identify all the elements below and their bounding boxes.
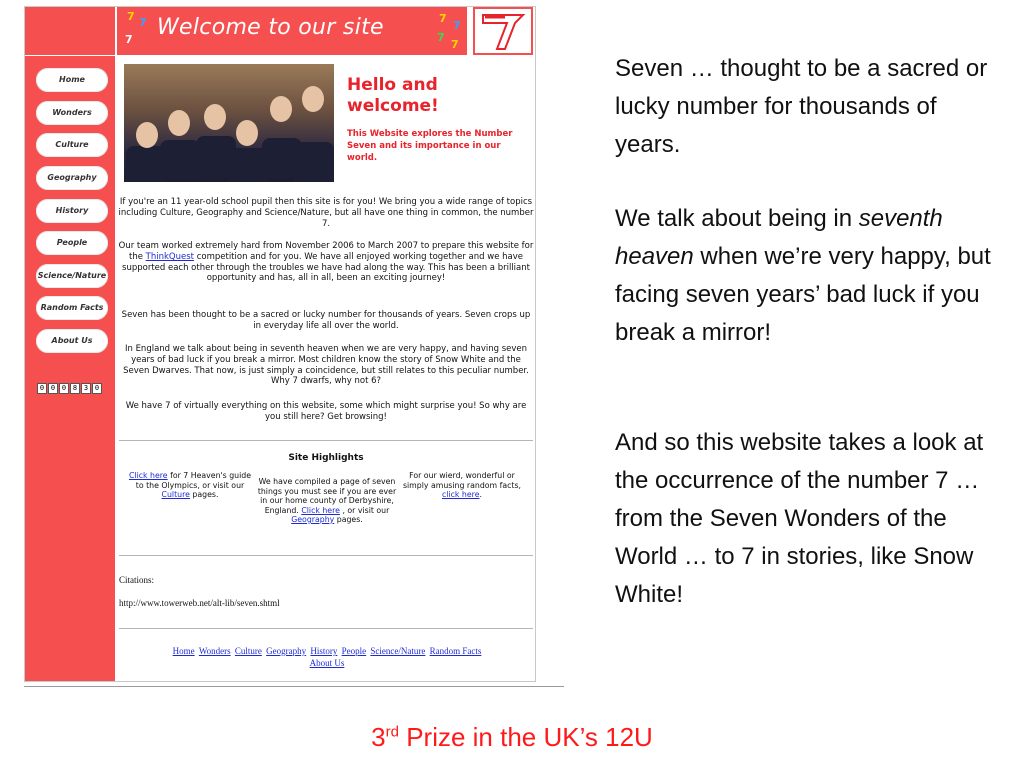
divider xyxy=(119,555,533,556)
photo-figure xyxy=(160,140,200,180)
nav-home[interactable]: Home xyxy=(36,68,108,92)
counter-digit: 0 xyxy=(48,383,58,394)
footer-link-home[interactable]: Home xyxy=(172,646,195,656)
counter-digit: 0 xyxy=(59,383,69,394)
citations-label: Citations: xyxy=(119,575,155,585)
divider xyxy=(119,628,533,629)
nav-people[interactable]: People xyxy=(36,231,108,255)
nav-about-us[interactable]: About Us xyxy=(36,329,108,353)
olympics-link[interactable]: Click here xyxy=(128,471,168,480)
geography-link[interactable]: Geography xyxy=(291,515,335,524)
photo-figure xyxy=(236,120,258,146)
highlight-text: We have compiled a page of seven things you must see if you are ever in our home county of Derbyshire, England. xyxy=(257,477,397,515)
photo-figure xyxy=(136,122,158,148)
hello-heading: Hello and welcome! xyxy=(347,75,439,116)
nav-science-nature[interactable]: Science/Nature xyxy=(36,264,108,288)
site-banner xyxy=(117,7,467,55)
highlight-random-facts xyxy=(399,471,525,500)
highlight-text: . xyxy=(479,490,482,499)
counter-digit: 0 xyxy=(92,383,102,394)
slide-italic-phrase: seventh heaven xyxy=(615,205,943,270)
slide-paragraph-heaven xyxy=(615,200,995,352)
photo-figure xyxy=(168,110,190,136)
team-paragraph xyxy=(117,241,535,284)
photo-figure xyxy=(302,86,324,112)
highlight-olympics xyxy=(125,471,255,500)
sidebar xyxy=(25,7,115,681)
intro-text: This Website explores the Number Seven and its importance in our world. xyxy=(347,129,513,163)
highlight-text: For our wierd, wonderful or simply amusing random facts, xyxy=(402,471,522,490)
intro-paragraph: If you're an 11 year-old school pupil then this site is for you! We bring you a wide range of topics including Culture, Geography and Science/Nature, but all have one thing in common, the number 7. xyxy=(118,197,534,229)
banner-seven: 7 xyxy=(127,10,135,23)
citation-url: http://www.towerweb.net/alt-lib/seven.shtml xyxy=(119,598,280,608)
caption-text: Prize in the UK’s 12U xyxy=(398,722,653,752)
slide-text: We talk about being in xyxy=(615,205,853,232)
website-screenshot xyxy=(24,6,564,686)
photo-figure xyxy=(294,142,334,182)
banner-seven: 7 xyxy=(439,12,447,25)
banner-title: Welcome to our site xyxy=(157,15,384,40)
nav-culture[interactable]: Culture xyxy=(36,133,108,157)
site-highlights-title: Site Highlights xyxy=(288,453,364,463)
highlight-text: , or visit our xyxy=(342,505,390,515)
highlight-text: pages. xyxy=(336,515,363,524)
sidebar-top-block xyxy=(25,7,115,56)
banner-seven: 7 xyxy=(453,19,461,32)
slide-text: when we’re very happy, but facing seven years’ bad luck if you break a mirror! xyxy=(615,243,991,346)
nav-geography[interactable]: Geography xyxy=(36,166,108,190)
nav-wonders[interactable]: Wonders xyxy=(36,101,108,125)
footer-link-history[interactable]: History xyxy=(310,646,338,656)
footer-link-science-nature[interactable]: Science/Nature xyxy=(370,646,426,656)
nav-random-facts[interactable]: Random Facts xyxy=(36,296,108,320)
seven-heaven-logo xyxy=(473,7,533,55)
nav-history[interactable]: History xyxy=(36,199,108,223)
footer-nav xyxy=(119,645,535,669)
banner-seven: 7 xyxy=(437,31,445,44)
counter-digit: 8 xyxy=(70,383,80,394)
footer-link-random-facts[interactable]: Random Facts xyxy=(429,646,482,656)
seven-heaven-logo-icon xyxy=(475,9,531,53)
random-facts-link[interactable]: click here xyxy=(442,490,480,499)
caption-number: 3 xyxy=(371,722,386,752)
culture-link[interactable]: Culture xyxy=(161,490,190,499)
photo-figure xyxy=(204,104,226,130)
banner-seven: 7 xyxy=(125,33,133,46)
footer-link-people[interactable]: People xyxy=(341,646,367,656)
footer-link-geography[interactable]: Geography xyxy=(266,646,307,656)
derbyshire-link[interactable]: Click here xyxy=(301,505,340,515)
browse-paragraph: We have 7 of virtually everything on this website, some which might surprise you! So why are you still here? Get browsing! xyxy=(125,401,527,422)
counter-digit: 0 xyxy=(37,383,47,394)
banner-seven: 7 xyxy=(139,16,147,29)
slide-paragraph-sacred: Seven … thought to be a sacred or lucky number for thousands of years. xyxy=(615,55,988,158)
footer-link-about-us[interactable]: About Us xyxy=(309,658,345,668)
banner-seven: 7 xyxy=(451,38,459,51)
footer-link-wonders[interactable]: Wonders xyxy=(198,646,231,656)
highlight-text: pages. xyxy=(192,490,219,499)
prize-caption xyxy=(0,722,1024,753)
hit-counter xyxy=(37,383,109,392)
pupils-photo xyxy=(124,64,334,182)
website-frame xyxy=(24,6,536,682)
team-text-a: Our team worked extremely hard from November 2006 to March 2007 to prepare this website for the xyxy=(118,241,534,262)
thinkquest-link[interactable]: ThinkQuest xyxy=(145,251,194,262)
counter-digit: 3 xyxy=(81,383,91,394)
highlight-text: for 7 Heaven's guide to the Olympics, or visit our xyxy=(135,471,252,490)
highlight-derbyshire xyxy=(257,477,397,525)
divider xyxy=(119,440,533,441)
photo-figure xyxy=(270,96,292,122)
team-text-b: competition and for you. We have all enjoyed working together and we have supported each other through the troubles we have had along the way. This has been a brilliant opportunity and has, all in all, been an exciting journey! xyxy=(122,251,530,284)
footer-link-culture[interactable]: Culture xyxy=(234,646,262,656)
slide-paragraph-website: And so this website takes a look at the occurrence of the number 7 … from the Seven Wonders of the World … to 7 in stories, like Snow White! xyxy=(615,429,984,608)
seven-paragraph: Seven has been thought to be a sacred or lucky number for thousands of years. Seven crops up in everyday life all over the world. xyxy=(121,310,531,331)
caption-ordinal: rd xyxy=(385,723,399,741)
england-paragraph: In England we talk about being in seventh heaven when we are very happy, and having seven years of bad luck if you break a mirror. Most children know the story of Snow White and the Seven Dwarves. That now, is just simply a coincidence, but still relates to this peculiar number. Why 7 dwarfs, why not 6? xyxy=(123,344,529,387)
bottom-rule xyxy=(24,686,564,687)
